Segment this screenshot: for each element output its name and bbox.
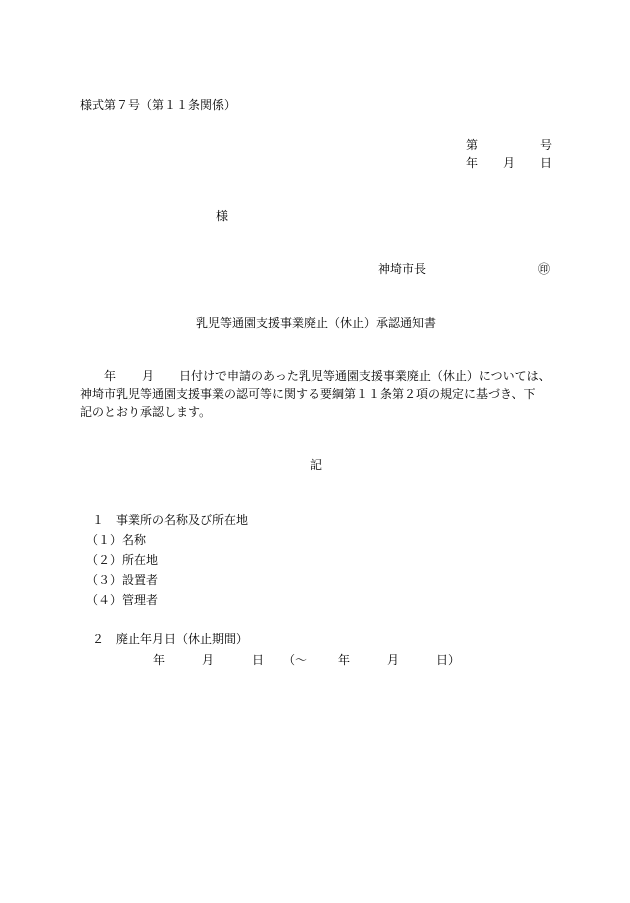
period-end-year-label: 年 [338,653,351,667]
doc-number-label-dai: 第 [466,138,479,152]
abolish-year-label: 年 [153,653,166,667]
recipient-suffix: 様 [216,209,229,223]
period-end-month-label: 月 [387,653,400,667]
period-tilde: （〜 [283,653,308,667]
ki-mark: 記 [309,458,323,472]
item1-sub-manager: （４）管理者 [86,593,159,607]
item1-sub-address: （２）所在地 [86,553,159,567]
item1-sub-founder: （３）設置者 [86,573,159,587]
doc-number-label-go: 号 [540,138,553,152]
date-year-label: 年 [466,156,479,170]
document-title: 乳児等通園支援事業廃止（休止）承認通知書 [195,316,437,330]
body-line-2: 神埼市乳児等通園支援事業の認可等に関する要綱第１１条第２項の規定に基づき、下 [80,387,536,401]
body-year-label: 年 [104,369,117,383]
abolish-day-label: 日 [252,653,265,667]
body-line-1: 日付けで申請のあった乳児等通園支援事業廃止（休止）については、 [179,369,551,383]
body-month-label: 月 [142,369,155,383]
body-line-3: 記のとおり承認します。 [80,405,212,419]
date-month-label: 月 [503,156,516,170]
seal-mark: ㊞ [538,262,551,276]
abolish-month-label: 月 [202,653,215,667]
issuer-title: 神埼市長 [378,262,427,276]
item1-sub-name: （１）名称 [86,533,147,547]
form-number: 様式第７号（第１１条関係） [80,98,237,112]
item2-heading: ２ 廃止年月日（休止期間） [92,632,249,646]
period-end-day-label: 日） [436,653,461,667]
date-day-label: 日 [540,156,553,170]
item1-heading: １ 事業所の名称及び所在地 [92,513,249,527]
